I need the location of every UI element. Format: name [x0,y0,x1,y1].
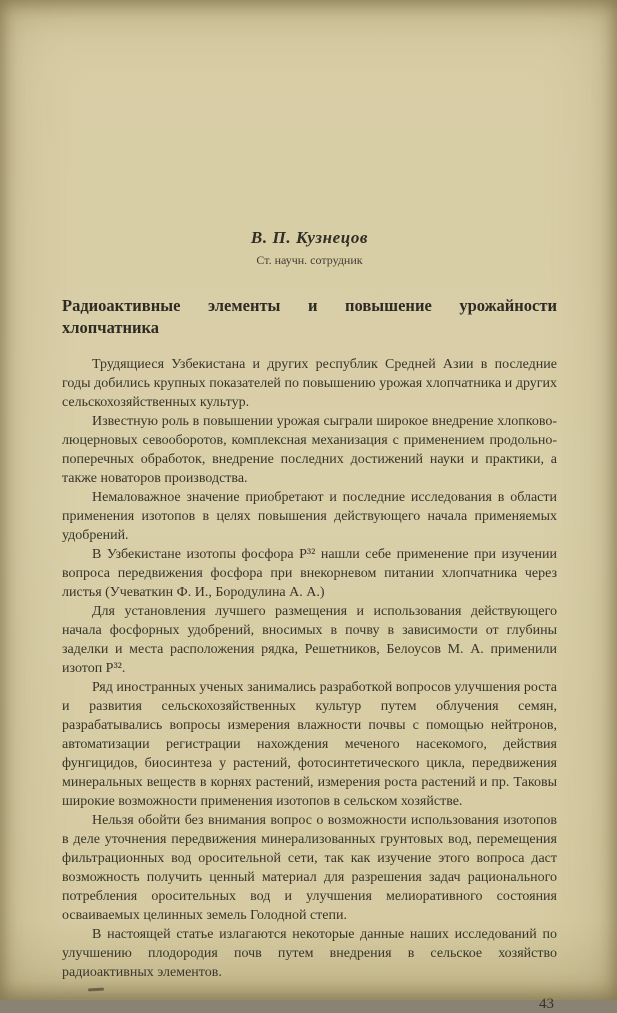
paragraph: Ряд иностранных ученых занимались разработкой вопросов улучшения роста и развития сельскохозяйственных культур путем облучения семян, разрабатывались вопросы измерения влажности почвы с помощью нейтронов, автоматизации регистрации нахождения меченого насекомого, действия фунгицидов, биосинтеза у растений, фотосинтетического цикла, передвижения минеральных веществ в корнях растений, измерения роста растений и пр. Таковы широкие возможности применения изотопов в сельском хозяйстве. [62,680,557,809]
paragraph: Нельзя обойти без внимания вопрос о возможности использования изотопов в деле уточнения передвижения минерализованных грунтовых вод, перемещения фильтрационных вод оросительной сети, так как изучение этого вопроса даст возможность получить ценный материал для разрешения задач рационального потребления оросительных вод и улучшения мелиоративного состояния осваиваемых целинных земель Голодной степи. [62,813,557,923]
article-body [62,355,557,982]
paragraph: Известную роль в повышении урожая сыграли широкое внедрение хлопково-люцерновых севооборотов, комплексная механизация с применением продольно-поперечных обработок, внедрение последних достижений науки и практики, а также новаторов производства. [62,414,557,486]
author-name: В. П. Кузнецов [250,228,369,247]
article-title-line1: Радиоактивные элементы и повышение урожайности [62,296,557,315]
paragraph: В Узбекистане изотопы фосфора Р³² нашли себе применение при изучении вопроса передвижения фосфора при внекорневом питании хлопчатника через листья (Учеваткин Ф. И., Бородулина А. А.) [62,547,557,600]
article-title [62,295,557,339]
page-number: 43 [539,996,554,1012]
paragraph: Немаловажное значение приобретают и последние исследования в области применения изотопов в целях повышения действующего начала применяемых удобрений. [62,490,557,543]
author-role: Ст. научн. сотрудник [256,253,363,267]
text-block [62,228,557,1013]
paragraph: Для установления лучшего размещения и использования действующего начала фосфорных удобрений, вносимых в почву в зависимости от глубины заделки и места расположения рядка, Решетников, Белоусов М. А. применили изотоп Р³². [62,604,557,676]
article-title-line2: хлопчатника [62,318,160,337]
paragraph: В настоящей статье излагаются некоторые данные наших исследований по улучшению плодородия почв путем внедрения в сельское хозяйство радиоактивных элементов. [62,927,557,980]
paragraph: Трудящиеся Узбекистана и других республик Средней Азии в последние годы добились крупных показателей по повышению урожая хлопчатника и других сельскохозяйственных культур. [62,357,557,410]
